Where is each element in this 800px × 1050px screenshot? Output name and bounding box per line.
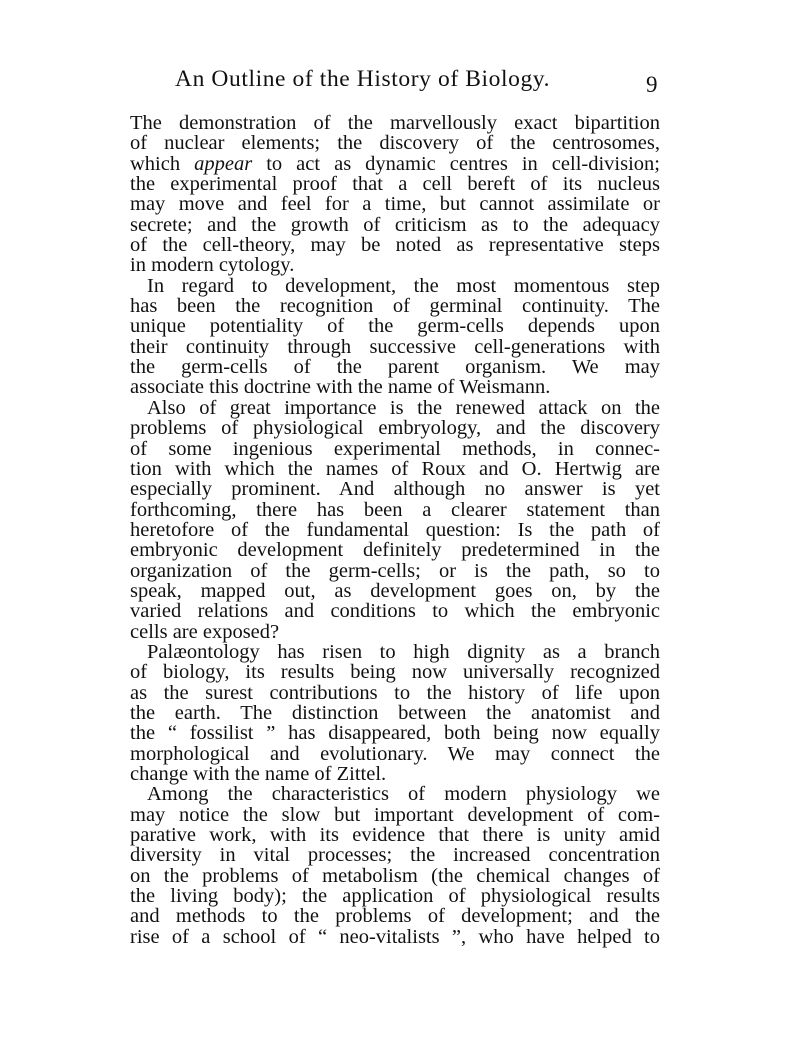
text-line [130, 113, 660, 133]
text-segment: of the cell-theory, may be noted as representative steps [130, 234, 660, 257]
text-line [130, 316, 660, 336]
text-segment: cells are exposed? [130, 620, 280, 643]
text-segment: Among the characteristics of modern physiology we [147, 783, 660, 806]
text-segment: forthcoming, there has been a clearer statement than [130, 498, 660, 521]
text-line [130, 337, 660, 357]
text-segment: the experimental proof that a cell bereft of its nucleus [130, 173, 660, 196]
text-segment: speak, mapped out, as development goes on, by the [130, 579, 660, 602]
text-line [130, 825, 660, 845]
text-line [130, 622, 660, 642]
text-segment: varied relations and conditions to which the embryonic [130, 600, 660, 623]
text-line [130, 459, 660, 479]
running-title: An Outline of the History of Biology. [175, 66, 551, 92]
text-segment: of some ingenious experimental methods, in connec- [130, 437, 660, 460]
text-segment: Palæontology has risen to high dignity as a branch [147, 640, 660, 663]
page-number: 9 [646, 72, 658, 97]
text-segment: tion with which the names of Roux and O. Hertwig are [130, 457, 660, 480]
text-line [130, 500, 660, 520]
text-segment: which [130, 152, 195, 175]
text-segment: their continuity through successive cell-generations with [130, 335, 660, 358]
text-segment: problems of physiological embryology, and the discovery [130, 417, 660, 440]
text-line [130, 479, 660, 499]
text-line [130, 235, 660, 255]
text-segment: morphological and evolutionary. We may connect the [130, 742, 660, 765]
text-line [130, 398, 660, 418]
text-segment: unique potentiality of the germ-cells depends upon [130, 315, 660, 338]
text-segment: the “ fossilist ” has disappeared, both being now equally [130, 722, 660, 745]
text-line [130, 194, 660, 214]
text-line [130, 642, 660, 662]
text-line [130, 764, 660, 784]
text-line [130, 357, 660, 377]
text-line [130, 703, 660, 723]
text-segment: embryonic development definitely predetermined in the [130, 539, 660, 562]
running-header [0, 66, 800, 96]
text-segment: secrete; and the growth of criticism as to the adequacy [130, 213, 660, 236]
text-segment: may notice the slow but important development of com- [130, 803, 660, 826]
text-line [130, 561, 660, 581]
text-line [130, 540, 660, 560]
text-line [130, 174, 660, 194]
text-line [130, 601, 660, 621]
text-line [130, 520, 660, 540]
text-segment: the germ-cells of the parent organism. We may [130, 356, 660, 379]
text-line [130, 255, 660, 275]
text-segment: Also of great importance is the renewed attack on the [147, 396, 660, 419]
text-line [130, 154, 660, 174]
text-segment: on the problems of metabolism (the chemical changes of [130, 864, 660, 887]
text-line [130, 906, 660, 926]
text-line [130, 133, 660, 153]
text-line [130, 377, 660, 397]
text-segment: organization of the germ-cells; or is the path, so to [130, 559, 660, 582]
text-segment: has been the recognition of germinal continuity. The [130, 295, 660, 318]
text-segment: rise of a school of “ neo-vitalists ”, who have helped to [130, 925, 660, 948]
text-line [130, 927, 660, 947]
text-line [130, 662, 660, 682]
text-segment: change with the name of Zittel. [130, 763, 387, 785]
text-segment: especially prominent. And although no answer is yet [130, 478, 660, 501]
text-segment: the earth. The distinction between the anatomist and [130, 701, 660, 724]
text-line [130, 784, 660, 804]
text-line [130, 845, 660, 865]
text-line [130, 866, 660, 886]
text-line [130, 296, 660, 316]
body-text [130, 113, 660, 947]
text-line [130, 723, 660, 743]
text-line [130, 581, 660, 601]
text-segment: the living body); the application of physiological results [130, 885, 660, 908]
text-segment: associate this doctrine with the name of Weismann. [130, 376, 551, 399]
text-segment: In regard to development, the most momentous step [147, 274, 660, 297]
text-segment: may move and feel for a time, but cannot assimilate or [130, 193, 660, 216]
text-line [130, 418, 660, 438]
text-segment: diversity in vital processes; the increased concentration [130, 844, 660, 867]
italic-text: appear [194, 152, 253, 175]
text-segment: in modern cytology. [130, 254, 295, 277]
text-line [130, 886, 660, 906]
text-line [130, 276, 660, 296]
text-segment: heretofore of the fundamental question: Is the path of [130, 518, 660, 541]
text-line [130, 744, 660, 764]
text-segment: The demonstration of the marvellously exact bipartition [130, 112, 660, 134]
text-segment: to act as dynamic centres in cell-division; [252, 152, 660, 175]
text-segment: as the surest contributions to the history of life upon [130, 681, 660, 704]
text-segment: of biology, its results being now universally recognized [130, 661, 660, 684]
text-line [130, 439, 660, 459]
text-line [130, 805, 660, 825]
text-segment: parative work, with its evidence that there is unity amid [130, 824, 660, 847]
text-segment: of nuclear elements; the discovery of the centrosomes, [130, 132, 660, 155]
text-line [130, 215, 660, 235]
text-line [130, 683, 660, 703]
text-segment: and methods to the problems of development; and the [130, 905, 660, 928]
